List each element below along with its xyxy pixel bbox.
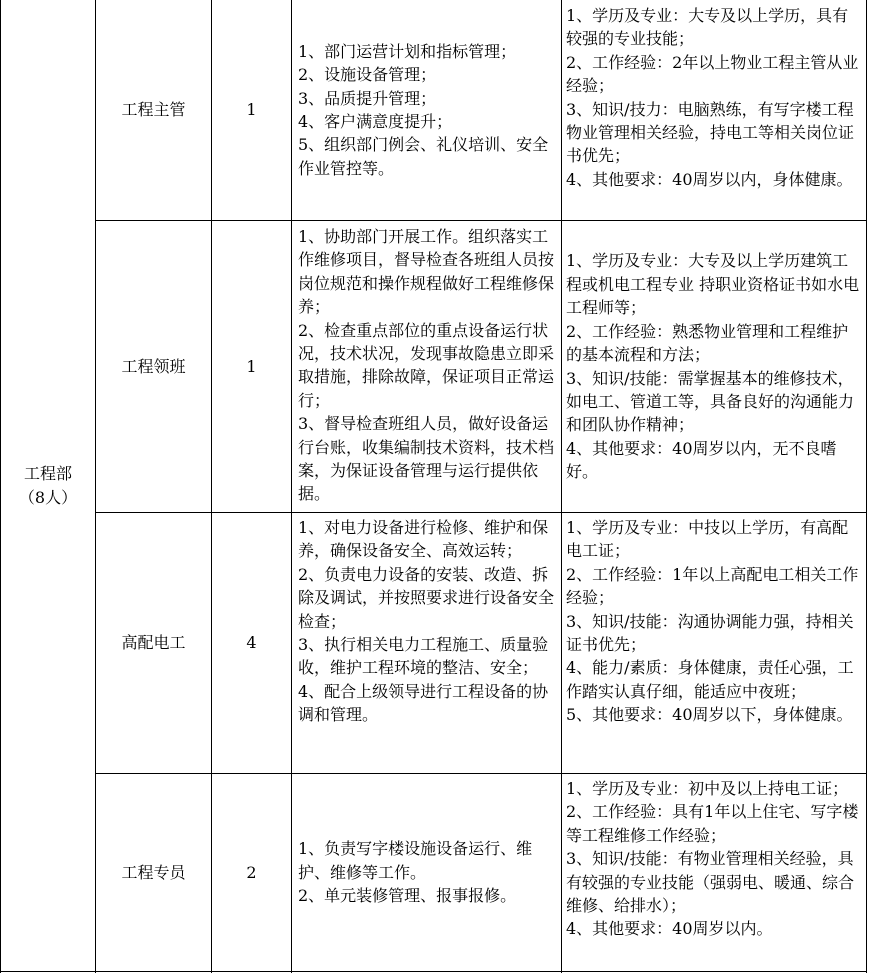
headcount-cell xyxy=(212,513,291,773)
table-border-bottom xyxy=(0,971,867,972)
requirement-item: 1、学历及专业：初中及以上持电工证； xyxy=(566,779,849,798)
position-name: 高配电工 xyxy=(121,633,186,653)
requirement-item: 2、工作经验：熟悉物业管理和工程维护的基本流程和方法； xyxy=(566,321,849,365)
duties-cell xyxy=(292,774,561,971)
duty-item: 3、督导检查班组人员，做好设备运行台账，收集编制技术资料，技术档案，为保证设备管理与运行提供依据。 xyxy=(298,414,555,504)
requirements-cell xyxy=(562,516,866,773)
requirements-cell xyxy=(562,777,866,971)
requirement-item: 2、工作经验：1年以上高配电工相关工作经验； xyxy=(566,564,859,608)
requirements-cell xyxy=(562,4,866,220)
position-name: 工程主管 xyxy=(121,100,186,120)
duties-cell xyxy=(292,0,561,220)
requirements-cell xyxy=(562,221,866,512)
requirement-item: 5、其他要求：40周岁以下，身体健康。 xyxy=(566,705,853,725)
duties-cell xyxy=(292,225,561,512)
department-cell xyxy=(1,0,95,971)
requirement-item: 2、工作经验：具有1年以上住宅、写字楼等工程维修工作经验； xyxy=(566,802,859,845)
headcount-value: 1 xyxy=(246,356,257,376)
requirement-item: 4、其他要求：40周岁以内。 xyxy=(566,919,773,939)
duty-item: 2、设施设备管理； xyxy=(298,65,437,85)
headcount-cell xyxy=(212,221,291,512)
position-name: 工程专员 xyxy=(121,862,186,882)
requirement-item: 1、学历及专业：中技以上学历，有高配电工证； xyxy=(566,518,849,561)
department-name: 工程部 xyxy=(23,463,72,483)
requirement-item: 4、其他要求：40周岁以内，身体健康。 xyxy=(566,169,853,189)
requirement-item: 2、工作经验：2年以上物业工程主管从业经验； xyxy=(566,52,859,96)
duty-item: 1、负责写字楼设施设备运行、维护、维修等工作。 xyxy=(298,839,533,882)
duty-item: 5、组织部门例会、礼仪培训、安全作业管控等。 xyxy=(298,135,549,178)
position-cell xyxy=(96,221,211,512)
position-cell xyxy=(96,0,211,220)
requirement-item: 1、学历及专业：大专及以上学历，具有较强的专业技能； xyxy=(566,6,849,49)
position-name: 工程领班 xyxy=(121,356,186,376)
duty-item: 3、品质提升管理； xyxy=(298,88,437,108)
duty-item: 2、负责电力设备的安装、改造、拆除及调试，并按照要求进行设备安全检查； xyxy=(298,564,555,631)
table-border-right xyxy=(866,0,867,973)
duty-item: 4、客户满意度提升； xyxy=(298,112,453,131)
headcount-value: 2 xyxy=(246,862,257,882)
duty-item: 4、配合上级领导进行工程设备的协调和管理。 xyxy=(298,681,549,725)
headcount-value: 4 xyxy=(246,633,257,653)
requirement-item: 3、知识/技力：电脑熟练，有写字楼工程物业管理相关经验，持电工等相关岗位证书优先； xyxy=(566,99,855,166)
requirement-item: 1、学历及专业：大专及以上学历建筑工程或机电工程专业 持职业资格证书如水电工程师等； xyxy=(566,251,860,318)
requirement-item: 3、知识/技能：需掌握基本的维修技术，如电工、管道工等，具备良好的沟通能力和团队协作精神； xyxy=(566,368,855,435)
headcount-value: 1 xyxy=(246,100,257,120)
headcount-cell xyxy=(212,774,291,971)
requirement-item: 4、能力/素质：身体健康，责任心强，工作踏实认真仔细，能适应中夜班； xyxy=(566,658,854,701)
requirement-item: 3、知识/技能：有物业管理相关经验，具有较强的专业技能（强弱电、暖通、综合维修、给排水）； xyxy=(566,849,855,916)
duties-cell xyxy=(292,516,561,773)
duty-item: 1、协助部门开展工作。组织落实工作维修项目，督导检查各班组人员按岗位规范和操作规程做好工程维修保养； xyxy=(298,227,555,317)
requirement-item: 3、知识/技能：沟通协调能力强，持相关证书优先； xyxy=(566,611,854,655)
position-cell xyxy=(96,513,211,773)
duty-item: 1、部门运营计划和指标管理； xyxy=(298,41,517,61)
duty-item: 3、执行相关电力工程施工、质量验收，维护工程环境的整洁、安全； xyxy=(298,635,549,678)
duty-item: 2、单元装修管理、报事报修。 xyxy=(298,886,517,906)
department-count: （8人） xyxy=(18,487,78,507)
headcount-cell xyxy=(212,0,291,220)
position-cell xyxy=(96,774,211,971)
duty-item: 1、对电力设备进行检修、维护和保养，确保设备安全、高效运转； xyxy=(298,518,549,561)
duty-item: 2、检查重点部位的重点设备运行状况，技术状况，发现事故隐患立即采取措施，排除故障，保证项目正常运行； xyxy=(298,320,555,410)
requirement-item: 4、其他要求：40周岁以内，无不良嗜好。 xyxy=(566,438,837,482)
